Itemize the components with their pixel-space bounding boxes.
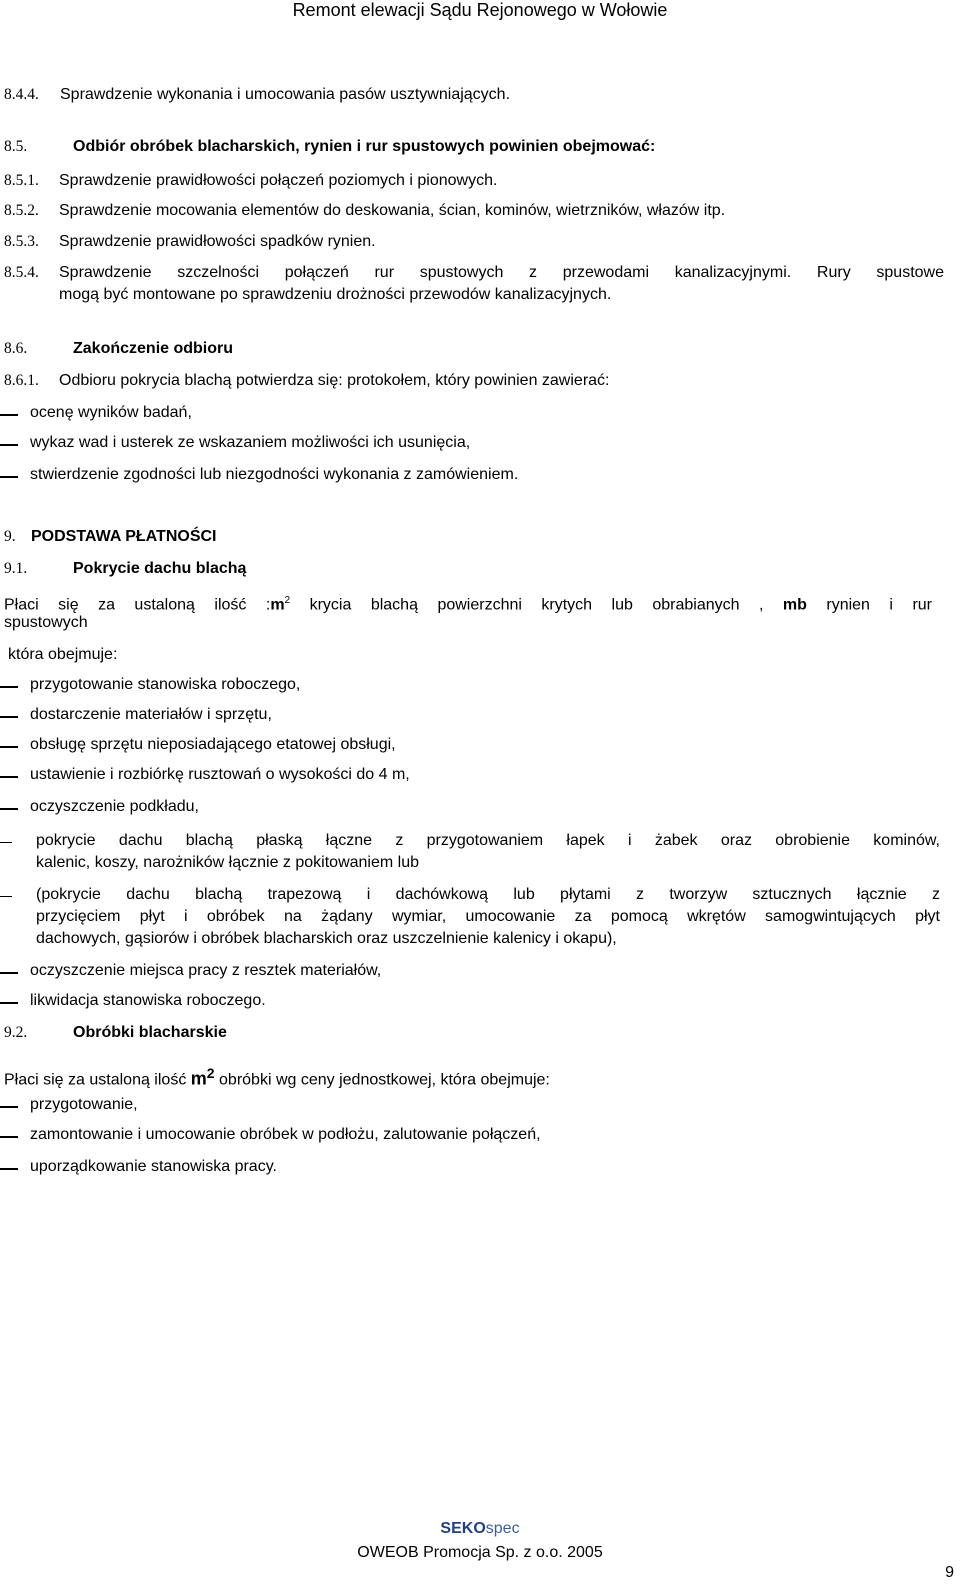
section-heading: Odbiór obróbek blacharskich, rynien i rur spustowych powinien obejmować: — [73, 138, 656, 155]
section-text: Sprawdzenie prawidłowości połączeń poziomych i pionowych. — [59, 172, 498, 189]
page-number: 9 — [945, 1564, 954, 1581]
intro-text: krycia blachą powierzchni krytych lub obrabianych , — [290, 596, 783, 614]
bullet-dash — [0, 716, 18, 718]
list-item: wykaz wad i usterek ze wskazaniem możliwości ich usunięcia, — [30, 434, 471, 451]
section-9-2-intro — [4, 1062, 550, 1091]
bullet-dash — [0, 1002, 18, 1004]
bullet-dash — [0, 686, 18, 688]
intro-text: Płaci się za ustaloną ilość : — [4, 596, 271, 614]
unit: m — [270, 596, 285, 614]
intro-text: obróbki wg ceny jednostkowej, która obejmuje: — [214, 1071, 550, 1089]
section-text: Odbioru pokrycia blachą potwierdza się: protokołem, który powinien zawierać: — [59, 372, 610, 389]
section-heading: Obróbki blacharskie — [73, 1024, 227, 1041]
list-item: ocenę wyników badań, — [30, 404, 192, 421]
section-number: 8.5. — [4, 138, 28, 155]
list-item: oczyszczenie miejsca pracy z resztek materiałów, — [30, 962, 382, 979]
intro-text: spustowych — [4, 614, 88, 631]
bullet-dash — [0, 972, 18, 974]
section-number: 9. — [4, 528, 16, 545]
bullet-dash — [0, 808, 18, 810]
list-item: dostarczenie materiałów i sprzętu, — [30, 706, 272, 723]
unit-exponent: 2 — [206, 1065, 215, 1081]
list-item: (pokrycie dachu blachą trapezową i dachówkową lub płytami z tworzyw sztucznych łącznie z — [36, 886, 940, 903]
footer-company: OWEOB Promocja Sp. z o.o. 2005 — [357, 1544, 603, 1561]
unit: m — [190, 1068, 207, 1089]
section-number: 8.5.1. — [4, 172, 39, 189]
bullet-dash — [0, 414, 18, 416]
bullet-dash — [0, 1106, 18, 1108]
bullet-dash — [0, 1136, 18, 1138]
list-item: obsługę sprzętu nieposiadającego etatowej obsługi, — [30, 736, 396, 753]
bullet-dash — [0, 746, 18, 748]
section-text: Sprawdzenie mocowania elementów do deskowania, ścian, kominów, wietrzników, włazów itp. — [59, 202, 726, 219]
section-number: 8.5.3. — [4, 233, 39, 250]
list-item-continuation: przycięciem płyt i obróbek na żądany wymiar, umocowanie za pomocą wkrętów samogwintujących płyt — [36, 908, 940, 925]
section-text: Sprawdzenie wykonania i umocowania pasów usztywniających. — [60, 86, 511, 103]
list-item-continuation: kalenic, koszy, narożników łącznie z pokitowaniem lub — [36, 854, 419, 871]
footer-logo — [0, 1520, 960, 1538]
bullet-dash — [0, 476, 18, 478]
bullet-dash — [0, 842, 12, 843]
list-item-continuation: dachowych, gąsiorów i obróbek blacharskich oraz uszczelnienie kalenicy i okapu), — [36, 930, 617, 947]
section-heading: Pokrycie dachu blachą — [73, 560, 247, 577]
section-text-line: Sprawdzenie szczelności połączeń rur spustowych z przewodami kanalizacyjnymi. Rury spustowe — [59, 264, 944, 281]
section-text: Sprawdzenie prawidłowości spadków rynien. — [59, 233, 376, 250]
section-number: 8.5.2. — [4, 202, 39, 219]
section-9-1-intro — [4, 590, 932, 616]
intro-text: która obejmuje: — [8, 646, 118, 663]
bullet-dash — [0, 896, 12, 897]
section-number: 8.5.4. — [4, 264, 39, 281]
list-item: pokrycie dachu blachą płaską łączne z przygotowaniem łapek i żabek oraz obrobienie kominów, — [36, 832, 940, 849]
section-number: 9.2. — [4, 1024, 28, 1041]
unit: mb — [782, 596, 807, 614]
unit-exponent: 2 — [284, 595, 291, 606]
intro-text: rynien i rur — [806, 596, 932, 614]
page-header: Remont elewacji Sądu Rejonowego w Wołowie — [292, 0, 668, 20]
intro-text: Płaci się za ustaloną ilość — [4, 1071, 191, 1089]
logo-text: spec — [485, 1520, 520, 1537]
list-item: przygotowanie stanowiska roboczego, — [30, 676, 301, 693]
list-item: ustawienie i rozbiórkę rusztowań o wysokości do 4 m, — [30, 766, 410, 783]
list-item: przygotowanie, — [30, 1096, 138, 1113]
list-item: zamontowanie i umocowanie obróbek w podłożu, zalutowanie połączeń, — [30, 1126, 541, 1143]
bullet-dash — [0, 1168, 18, 1170]
bullet-dash — [0, 776, 18, 778]
section-number: 9.1. — [4, 560, 28, 577]
section-number: 8.6.1. — [4, 372, 39, 389]
bullet-dash — [0, 444, 18, 446]
section-text-line: mogą być montowane po sprawdzeniu drożności przewodów kanalizacyjnych. — [59, 286, 612, 303]
list-item: oczyszczenie podkładu, — [30, 798, 199, 815]
section-heading: PODSTAWA PŁATNOŚCI — [31, 528, 217, 545]
section-number: 8.4.4. — [4, 86, 39, 103]
list-item: uporządkowanie stanowiska pracy. — [30, 1158, 277, 1175]
section-number: 8.6. — [4, 340, 28, 357]
section-heading: Zakończenie odbioru — [73, 340, 234, 357]
list-item: likwidacja stanowiska roboczego. — [30, 992, 266, 1009]
logo-text: SEKO — [440, 1520, 486, 1537]
list-item: stwierdzenie zgodności lub niezgodności wykonania z zamówieniem. — [30, 466, 519, 483]
